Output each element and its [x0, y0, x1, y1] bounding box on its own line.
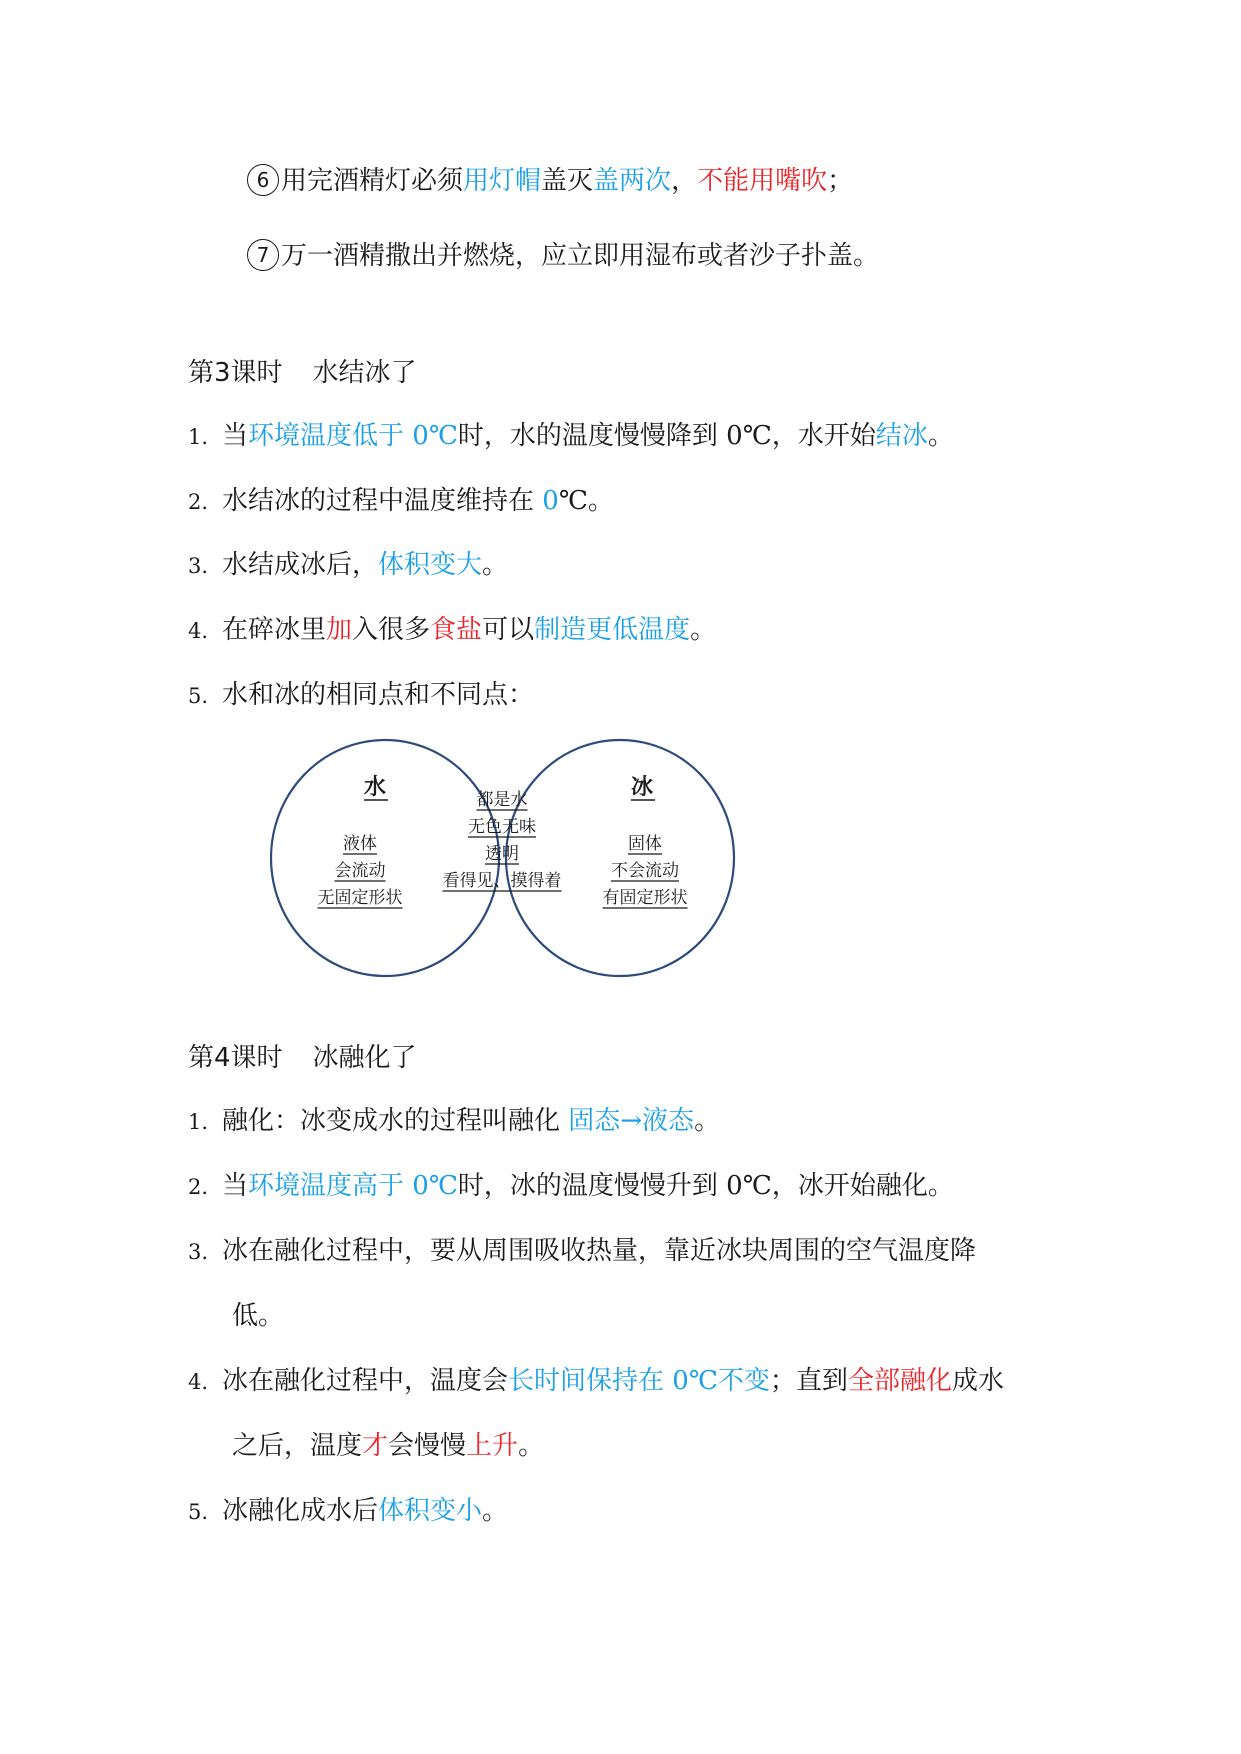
- venn-right-circle: [506, 740, 734, 976]
- text-run: 盖两次: [593, 166, 672, 196]
- venn-diagram: [270, 738, 740, 978]
- lesson4-item-5: [188, 1493, 508, 1530]
- text-run: 结冰: [875, 421, 928, 451]
- list-item-text: [222, 1366, 1004, 1396]
- text-run: 冰融化成水后: [222, 1496, 379, 1526]
- item-7: [247, 238, 879, 274]
- text-run: 冰在融化过程中，温度会: [222, 1366, 509, 1396]
- text-run: 成水: [951, 1366, 1004, 1396]
- text-run: 食盐: [430, 615, 483, 645]
- text-run: 之后，温度: [232, 1431, 363, 1461]
- text-run: 入很多: [352, 615, 431, 645]
- lesson4-item-4-cont: [232, 1428, 544, 1464]
- list-item-text: [222, 615, 716, 645]
- text-run: 体积变小: [378, 1496, 483, 1526]
- lesson4-item-1: [188, 1103, 720, 1140]
- text-run: 。: [482, 550, 509, 580]
- venn-center-item: 都是水: [476, 790, 528, 810]
- text-run: 水结冰的过程中温度维持在: [222, 486, 543, 516]
- lesson3-item-2: [188, 483, 614, 520]
- text-run: 时，冰的温度慢慢升到 0℃，冰开始融化。: [457, 1171, 954, 1201]
- text-run: 长时间保持在 0℃不变: [508, 1366, 770, 1396]
- text-run: 用灯帽: [463, 166, 542, 196]
- text-run: 水和冰的相同点和不同点：: [222, 680, 535, 710]
- text-run: 在碎冰里: [222, 615, 327, 645]
- lesson3-heading: [188, 355, 417, 391]
- text-run: 不能用嘴吹: [697, 166, 828, 196]
- text-run: 。: [518, 1431, 545, 1461]
- text-run: 会慢慢: [388, 1431, 467, 1461]
- lesson3-heading-title: 水结冰了: [312, 358, 417, 388]
- list-number: 2.: [188, 490, 209, 514]
- text-run: ；直到: [769, 1366, 848, 1396]
- venn-center-items: [443, 790, 562, 891]
- text-run: 当: [222, 1171, 249, 1201]
- venn-left-title: 水: [364, 775, 387, 800]
- lesson3-item-5: [188, 677, 534, 714]
- venn-center-item: 透明: [485, 844, 519, 864]
- item-6-text: [281, 166, 853, 196]
- venn-center-item: 看得见、摸得着: [442, 871, 562, 891]
- list-number: 2.: [188, 1175, 209, 1199]
- list-item-text: [222, 680, 534, 710]
- text-run: ℃。: [558, 486, 614, 516]
- list-item-text: [222, 550, 508, 580]
- list-number: 4.: [188, 1370, 209, 1394]
- text-run: ，: [671, 166, 698, 196]
- circled-number-6: 6: [247, 164, 279, 196]
- text-run: 时，水的温度慢慢降到 0℃，水开始: [457, 421, 876, 451]
- text-run: 用完酒精灯必须: [281, 166, 464, 196]
- lesson3-item-4: [188, 612, 716, 649]
- list-item-text: [222, 421, 954, 451]
- text-run: 。: [927, 421, 954, 451]
- item-6: [247, 163, 853, 199]
- venn-center-item: 无色无味: [468, 817, 536, 837]
- list-number: 5.: [188, 684, 209, 708]
- list-number: 1.: [188, 425, 209, 449]
- text-run: 冰在融化过程中，要从周围吸收热量，靠近冰块周围的空气温度降: [222, 1236, 977, 1266]
- text-run: 环境温度高于 0℃: [248, 1171, 458, 1201]
- text-run: 。: [482, 1496, 509, 1526]
- venn-left-item: 无固定形状: [317, 888, 403, 908]
- lesson4-heading: [188, 1040, 417, 1076]
- lesson4-item-3-cont: [232, 1298, 284, 1334]
- text-run: 加: [326, 615, 353, 645]
- text-run: 可以: [482, 615, 535, 645]
- list-number: 3.: [188, 1240, 209, 1264]
- circled-number-7: 7: [247, 239, 279, 271]
- lesson4-item-2: [188, 1168, 954, 1205]
- item-7-text: 万一酒精撒出并燃烧，应立即用湿布或者沙子扑盖。: [281, 241, 880, 271]
- text-run: 0: [542, 486, 559, 516]
- text-run: 固态→液态: [568, 1106, 695, 1136]
- lesson3-item-1: [188, 418, 954, 455]
- list-item-text: [222, 1171, 954, 1201]
- text-run: ；: [827, 166, 854, 196]
- text-run: 盖灭: [541, 166, 594, 196]
- lesson3-heading-number: 第3课时: [188, 358, 283, 388]
- venn-right-items: [603, 834, 688, 908]
- venn-left-item: 液体: [343, 834, 377, 854]
- list-item-text: [232, 1431, 544, 1461]
- list-number: 3.: [188, 554, 209, 578]
- list-item-text: [232, 1301, 284, 1331]
- venn-right-item: 有固定形状: [602, 888, 688, 908]
- list-number: 1.: [188, 1110, 209, 1134]
- list-item-text: [222, 486, 614, 516]
- text-run: 才: [362, 1431, 389, 1461]
- lesson4-item-4: [188, 1363, 1004, 1400]
- venn-left-item: 会流动: [334, 861, 386, 881]
- lesson4-heading-number: 第4课时: [188, 1043, 283, 1073]
- lesson4-item-3: [188, 1233, 976, 1270]
- list-item-text: [222, 1236, 976, 1266]
- text-run: 融化：冰变成水的过程叫融化: [222, 1106, 569, 1136]
- venn-left-items: [318, 834, 403, 908]
- text-run: 水结成冰后，: [222, 550, 379, 580]
- text-run: 上升: [466, 1431, 519, 1461]
- venn-right-item: 不会流动: [611, 861, 679, 881]
- list-item-text: [222, 1106, 720, 1136]
- text-run: 。: [690, 615, 717, 645]
- text-run: 全部融化: [847, 1366, 952, 1396]
- text-run: 体积变大: [378, 550, 483, 580]
- venn-right-title: 冰: [631, 775, 654, 800]
- list-number: 5.: [188, 1500, 209, 1524]
- lesson4-heading-title: 冰融化了: [312, 1043, 417, 1073]
- lesson3-item-3: [188, 547, 508, 584]
- text-run: 当: [222, 421, 249, 451]
- venn-right-item: 固体: [628, 834, 662, 854]
- text-run: 低。: [232, 1301, 285, 1331]
- text-run: 。: [694, 1106, 721, 1136]
- text-run: 制造更低温度: [534, 615, 691, 645]
- list-item-text: [222, 1496, 508, 1526]
- list-number: 4.: [188, 619, 209, 643]
- text-run: 环境温度低于 0℃: [248, 421, 458, 451]
